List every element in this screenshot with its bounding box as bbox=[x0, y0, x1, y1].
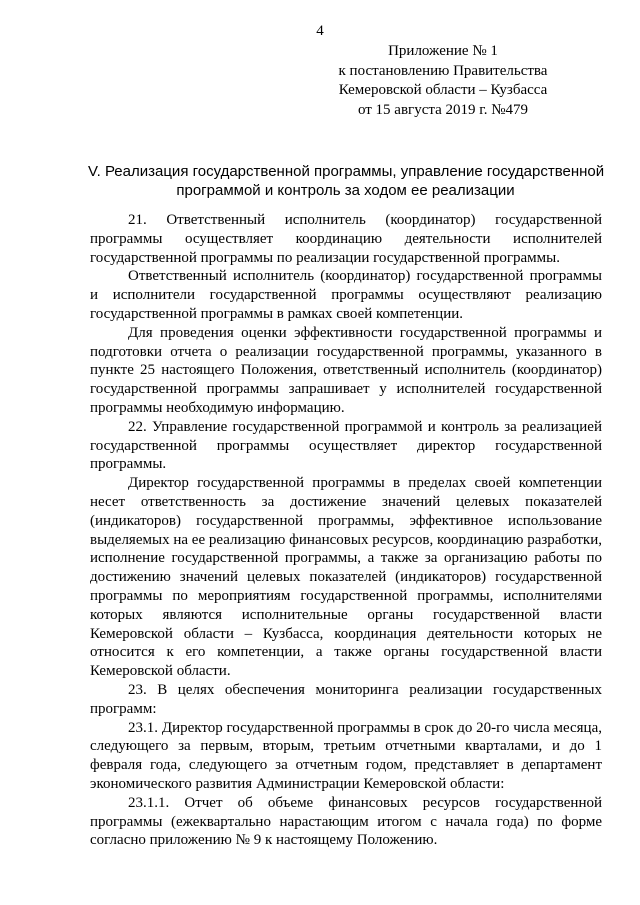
approval-line: от 15 августа 2019 г. №479 bbox=[357, 101, 529, 118]
paragraph: 23. В целях обеспечения мониторинга реализации государственных программ: bbox=[90, 681, 602, 717]
paragraph: Директор государственной программы в пределах своей компетенции несет ответственность за достижение значений целевых показателей (индикаторов) государственной программы, эффективное использование выделяемых на ее реализацию финансовых ресурсов, координацию разработки, исполнение государственной программы, а также за организацию работы по достижению значений целевых показателей (индикаторов) государственной программы по мероприятиям государственной программы, исполнителями которых являются исполнительные органы государственной власти Кемеровской области – Кузбасса, координация деятельности которых не относится к его компетенции, а также органы государственной власти Кемеровской области. bbox=[90, 475, 602, 680]
paragraph: 22. Управление государственной программой и контроль за реализацией государственной программы осуществляет директор государственной программы. bbox=[90, 418, 602, 473]
paragraph: 23.1. Директор государственной программы в срок до 20-го числа месяца, следующего за первым, вторым, третьим отчетными кварталами, и до 1 февраля года, следующего за отчетным годом, представляет в департамент экономического развития Администрации Кемеровской области: bbox=[90, 719, 602, 792]
paragraph: Для проведения оценки эффективности государственной программы и подготовки отчета о реализации государственной программы, указанного в пункте 25 настоящего Положения, ответственный исполнитель (координатор) государственной программы запрашивает у исполнителей государственной программы необходимую информацию. bbox=[90, 324, 602, 416]
paragraph: Ответственный исполнитель (координатор) государственной программы и исполнители государственной программы осуществляют реализацию государственной программы в рамках своей компетенции. bbox=[90, 268, 602, 322]
document-body bbox=[90, 211, 602, 850]
paragraph: 21. Ответственный исполнитель (координатор) государственной программы осуществляет координацию деятельности исполнителей государственной программы по реализации государственной программы. bbox=[90, 212, 602, 266]
section-title-line: V. Реализация государственной программы, управление государственной bbox=[88, 163, 605, 180]
section-title bbox=[88, 162, 603, 200]
approval-line: к постановлению Правительства bbox=[338, 62, 548, 79]
section-title-line: программой и контроль за ходом ее реализации bbox=[176, 182, 515, 199]
approval-line: Кемеровской области – Кузбасса bbox=[338, 82, 548, 98]
approval-block bbox=[318, 42, 568, 120]
page-number: 4 bbox=[316, 23, 324, 39]
paragraph: 23.1.1. Отчет об объеме финансовых ресурсов государственной программы (ежеквартально нарастающим итогом с начала года) по форме согласно приложению № 9 к настоящему Положению. bbox=[90, 794, 602, 849]
approval-line: Приложение № 1 bbox=[388, 43, 498, 59]
